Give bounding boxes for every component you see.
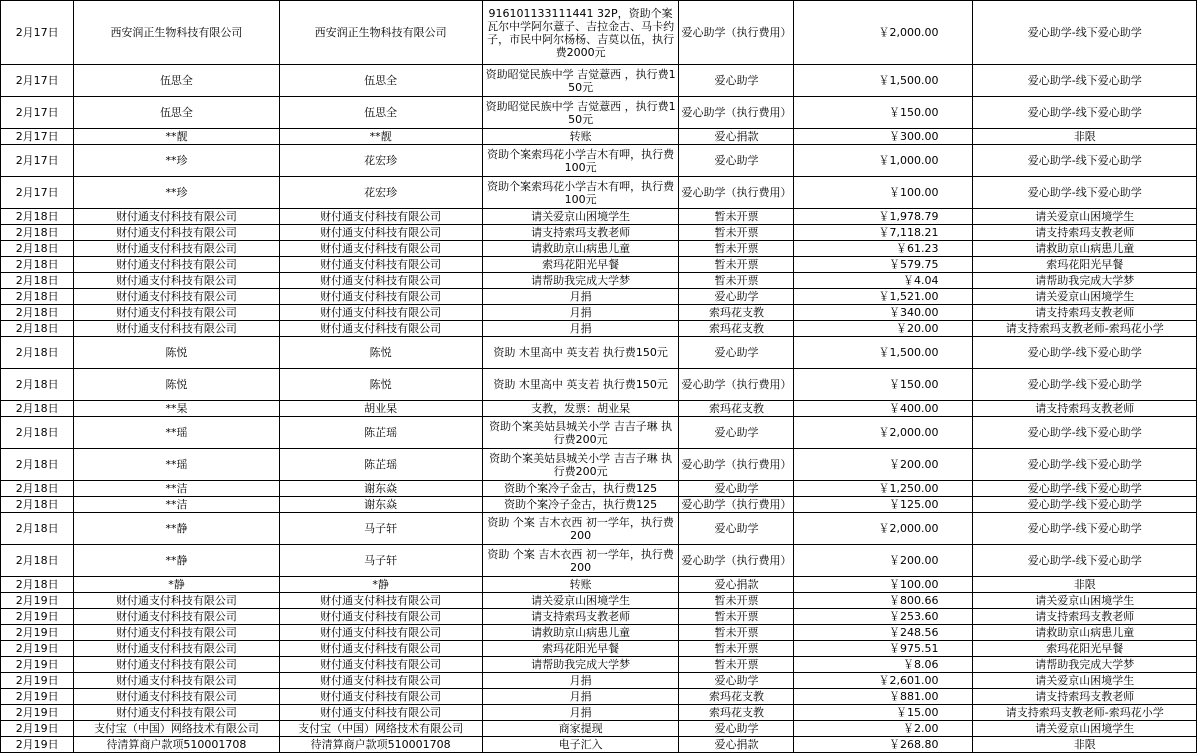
category-cell[interactable]: 爱心助学 xyxy=(679,417,794,449)
project-cell[interactable]: 爱心助学-线下爱心助学 xyxy=(973,449,1197,481)
amount-cell[interactable]: ￥2,601.00 xyxy=(794,673,973,689)
donor-cell[interactable]: 财付通支付科技有限公司 xyxy=(74,625,279,641)
table-row xyxy=(1,497,1197,513)
description-cell[interactable]: 资助 木里高中 英支若 执行费150元 xyxy=(482,337,679,369)
donor-cell[interactable]: **瑶 xyxy=(74,417,279,449)
payer-cell[interactable]: 财付通支付科技有限公司 xyxy=(279,657,482,673)
table-row xyxy=(1,657,1197,673)
donor-cell[interactable]: 财付通支付科技有限公司 xyxy=(74,689,279,705)
amount-cell[interactable]: ￥2,000.00 xyxy=(794,513,973,545)
payer-cell[interactable]: 财付通支付科技有限公司 xyxy=(279,209,482,225)
category-cell[interactable]: 爱心助学 xyxy=(679,337,794,369)
table-row xyxy=(1,225,1197,241)
description-cell[interactable]: 资助个案美姑县城关小学 吉吉子琳 执行费200元 xyxy=(482,417,679,449)
donor-cell[interactable]: 财付通支付科技有限公司 xyxy=(74,305,279,321)
category-cell[interactable]: 暂未开票 xyxy=(679,225,794,241)
description-cell[interactable]: 916101133111441 32P，资助个案瓦尔中学阿尔薏子、吉拉金古、马卡约子，市民中阿尔杨杨、吉莫以伍，执行费2000元 xyxy=(482,1,679,65)
amount-cell[interactable]: ￥1,000.00 xyxy=(794,145,973,177)
amount-cell[interactable]: ￥200.00 xyxy=(794,545,973,577)
description-cell[interactable]: 转账 xyxy=(482,129,679,145)
project-cell[interactable]: 爱心助学-线下爱心助学 xyxy=(973,65,1197,97)
category-cell[interactable]: 索玛花支教 xyxy=(679,705,794,721)
payer-cell[interactable]: 谢东焱 xyxy=(279,497,482,513)
category-cell[interactable]: 爱心捐款 xyxy=(679,577,794,593)
description-cell[interactable]: 商家提现 xyxy=(482,721,679,737)
project-cell[interactable]: 请支持索玛支教老师-索玛花小学 xyxy=(973,705,1197,721)
donor-cell[interactable]: 陈悦 xyxy=(74,369,279,401)
description-cell[interactable]: 请支持索玛支教老师 xyxy=(482,609,679,625)
payer-cell[interactable]: 陈悦 xyxy=(279,337,482,369)
date-cell[interactable]: 2月17日 xyxy=(1,145,74,177)
donor-cell[interactable]: 财付通支付科技有限公司 xyxy=(74,289,279,305)
project-cell[interactable]: 请救助京山病患儿童 xyxy=(973,625,1197,641)
table-row xyxy=(1,609,1197,625)
amount-cell[interactable]: ￥100.00 xyxy=(794,577,973,593)
table-row xyxy=(1,641,1197,657)
amount-cell[interactable]: ￥20.00 xyxy=(794,321,973,337)
category-cell[interactable]: 爱心助学（执行费用） xyxy=(679,369,794,401)
date-cell[interactable]: 2月18日 xyxy=(1,545,74,577)
date-cell[interactable]: 2月18日 xyxy=(1,241,74,257)
payer-cell[interactable]: 财付通支付科技有限公司 xyxy=(279,305,482,321)
project-cell[interactable]: 请关爱京山困境学生 xyxy=(973,721,1197,737)
amount-cell[interactable]: ￥268.80 xyxy=(794,737,973,753)
table-row xyxy=(1,369,1197,401)
category-cell[interactable]: 爱心助学（执行费用） xyxy=(679,545,794,577)
description-cell[interactable]: 请救助京山病患儿童 xyxy=(482,241,679,257)
description-cell[interactable]: 资助个案美姑县城关小学 吉吉子琳 执行费200元 xyxy=(482,449,679,481)
date-cell[interactable]: 2月17日 xyxy=(1,65,74,97)
donor-cell[interactable]: **杲 xyxy=(74,401,279,417)
category-cell[interactable]: 暂未开票 xyxy=(679,593,794,609)
project-cell[interactable]: 爱心助学-线下爱心助学 xyxy=(973,177,1197,209)
amount-cell[interactable]: ￥2,000.00 xyxy=(794,1,973,65)
table-row xyxy=(1,721,1197,737)
payer-cell[interactable]: 待清算商户款项510001708 xyxy=(279,737,482,753)
table-row xyxy=(1,257,1197,273)
donor-cell[interactable]: 财付通支付科技有限公司 xyxy=(74,321,279,337)
project-cell[interactable]: 请帮助我完成大学梦 xyxy=(973,273,1197,289)
amount-cell[interactable]: ￥248.56 xyxy=(794,625,973,641)
payer-cell[interactable]: 花宏珍 xyxy=(279,177,482,209)
donor-cell[interactable]: 财付通支付科技有限公司 xyxy=(74,257,279,273)
amount-cell[interactable]: ￥300.00 xyxy=(794,129,973,145)
table-row xyxy=(1,705,1197,721)
amount-cell[interactable]: ￥8.06 xyxy=(794,657,973,673)
date-cell[interactable]: 2月18日 xyxy=(1,209,74,225)
description-cell[interactable]: 请帮助我完成大学梦 xyxy=(482,657,679,673)
payer-cell[interactable]: 陈悦 xyxy=(279,369,482,401)
donor-cell[interactable]: **洁 xyxy=(74,481,279,497)
payer-cell[interactable]: 财付通支付科技有限公司 xyxy=(279,673,482,689)
donor-cell[interactable]: 待清算商户款项510001708 xyxy=(74,737,279,753)
project-cell[interactable]: 请支持索玛支教老师 xyxy=(973,225,1197,241)
description-cell[interactable]: 资助个案冷子金古，执行费125 xyxy=(482,497,679,513)
amount-cell[interactable]: ￥881.00 xyxy=(794,689,973,705)
table-row xyxy=(1,305,1197,321)
table-row xyxy=(1,481,1197,497)
category-cell[interactable]: 暂未开票 xyxy=(679,625,794,641)
category-cell[interactable]: 爱心助学 xyxy=(679,721,794,737)
date-cell[interactable]: 2月18日 xyxy=(1,321,74,337)
donor-cell[interactable]: 陈悦 xyxy=(74,337,279,369)
description-cell[interactable]: 月捐 xyxy=(482,689,679,705)
amount-cell[interactable]: ￥100.00 xyxy=(794,177,973,209)
table-row xyxy=(1,513,1197,545)
project-cell[interactable]: 爱心助学-线下爱心助学 xyxy=(973,145,1197,177)
amount-cell[interactable]: ￥1,250.00 xyxy=(794,481,973,497)
payer-cell[interactable]: **靓 xyxy=(279,129,482,145)
donor-cell[interactable]: **靓 xyxy=(74,129,279,145)
date-cell[interactable]: 2月18日 xyxy=(1,337,74,369)
table-row xyxy=(1,689,1197,705)
category-cell[interactable]: 爱心助学 xyxy=(679,145,794,177)
category-cell[interactable]: 爱心助学（执行费用） xyxy=(679,177,794,209)
description-cell[interactable]: 索玛花阳光早餐 xyxy=(482,641,679,657)
amount-cell[interactable]: ￥15.00 xyxy=(794,705,973,721)
donor-cell[interactable]: 财付通支付科技有限公司 xyxy=(74,673,279,689)
category-cell[interactable]: 爱心助学 xyxy=(679,513,794,545)
project-cell[interactable]: 请支持索玛支教老师 xyxy=(973,689,1197,705)
category-cell[interactable]: 索玛花支教 xyxy=(679,305,794,321)
table-row xyxy=(1,97,1197,129)
date-cell[interactable]: 2月19日 xyxy=(1,737,74,753)
date-cell[interactable]: 2月19日 xyxy=(1,689,74,705)
amount-cell[interactable]: ￥1,521.00 xyxy=(794,289,973,305)
date-cell[interactable]: 2月18日 xyxy=(1,449,74,481)
description-cell[interactable]: 月捐 xyxy=(482,705,679,721)
payer-cell[interactable]: 马子轩 xyxy=(279,545,482,577)
date-cell[interactable]: 2月18日 xyxy=(1,305,74,321)
project-cell[interactable]: 请支持索玛支教老师-索玛花小学 xyxy=(973,321,1197,337)
project-cell[interactable]: 请帮助我完成大学梦 xyxy=(973,657,1197,673)
payer-cell[interactable]: 陈芷瑶 xyxy=(279,417,482,449)
donor-cell[interactable]: 财付通支付科技有限公司 xyxy=(74,273,279,289)
description-cell[interactable]: 资助 个案 吉木衣西 初一学年，执行费200 xyxy=(482,513,679,545)
table-row xyxy=(1,273,1197,289)
project-cell[interactable]: 非限 xyxy=(973,737,1197,753)
project-cell[interactable]: 请关爱京山困境学生 xyxy=(973,209,1197,225)
description-cell[interactable]: 资助个案索玛花小学吉木有呷，执行费100元 xyxy=(482,177,679,209)
category-cell[interactable]: 爱心捐款 xyxy=(679,129,794,145)
amount-cell[interactable]: ￥4.04 xyxy=(794,273,973,289)
payer-cell[interactable]: 财付通支付科技有限公司 xyxy=(279,641,482,657)
payer-cell[interactable]: 财付通支付科技有限公司 xyxy=(279,625,482,641)
donor-cell[interactable]: 西安润正生物科技有限公司 xyxy=(74,1,279,65)
category-cell[interactable]: 爱心捐款 xyxy=(679,737,794,753)
date-cell[interactable]: 2月18日 xyxy=(1,417,74,449)
amount-cell[interactable]: ￥61.23 xyxy=(794,241,973,257)
date-cell[interactable]: 2月18日 xyxy=(1,369,74,401)
category-cell[interactable]: 暂未开票 xyxy=(679,641,794,657)
date-cell[interactable]: 2月18日 xyxy=(1,289,74,305)
donor-cell[interactable]: **珍 xyxy=(74,177,279,209)
amount-cell[interactable]: ￥579.75 xyxy=(794,257,973,273)
table-row xyxy=(1,289,1197,305)
category-cell[interactable]: 暂未开票 xyxy=(679,241,794,257)
payer-cell[interactable]: 谢东焱 xyxy=(279,481,482,497)
amount-cell[interactable]: ￥2.00 xyxy=(794,721,973,737)
project-cell[interactable]: 爱心助学-线下爱心助学 xyxy=(973,545,1197,577)
payer-cell[interactable]: 陈芷瑶 xyxy=(279,449,482,481)
amount-cell[interactable]: ￥975.51 xyxy=(794,641,973,657)
donor-cell[interactable]: 财付通支付科技有限公司 xyxy=(74,209,279,225)
category-cell[interactable]: 暂未开票 xyxy=(679,273,794,289)
project-cell[interactable]: 爱心助学-线下爱心助学 xyxy=(973,337,1197,369)
donor-cell[interactable]: 财付通支付科技有限公司 xyxy=(74,705,279,721)
payer-cell[interactable]: 财付通支付科技有限公司 xyxy=(279,225,482,241)
category-cell[interactable]: 爱心助学 xyxy=(679,673,794,689)
table-row xyxy=(1,417,1197,449)
date-cell[interactable]: 2月18日 xyxy=(1,273,74,289)
payer-cell[interactable]: 财付通支付科技有限公司 xyxy=(279,257,482,273)
date-cell[interactable]: 2月17日 xyxy=(1,129,74,145)
project-cell[interactable]: 索玛花阳光早餐 xyxy=(973,641,1197,657)
payer-cell[interactable]: 财付通支付科技有限公司 xyxy=(279,241,482,257)
category-cell[interactable]: 爱心助学（执行费用） xyxy=(679,97,794,129)
date-cell[interactable]: 2月19日 xyxy=(1,705,74,721)
category-cell[interactable]: 暂未开票 xyxy=(679,209,794,225)
date-cell[interactable]: 2月17日 xyxy=(1,177,74,209)
payer-cell[interactable]: 财付通支付科技有限公司 xyxy=(279,289,482,305)
category-cell[interactable]: 暂未开票 xyxy=(679,609,794,625)
amount-cell[interactable]: ￥2,000.00 xyxy=(794,417,973,449)
project-cell[interactable]: 爱心助学-线下爱心助学 xyxy=(973,97,1197,129)
payer-cell[interactable]: 财付通支付科技有限公司 xyxy=(279,689,482,705)
table-row xyxy=(1,241,1197,257)
project-cell[interactable]: 爱心助学-线下爱心助学 xyxy=(973,481,1197,497)
donor-cell[interactable]: 支付宝（中国）网络技术有限公司 xyxy=(74,721,279,737)
date-cell[interactable]: 2月18日 xyxy=(1,577,74,593)
date-cell[interactable]: 2月19日 xyxy=(1,609,74,625)
amount-cell[interactable]: ￥1,500.00 xyxy=(794,337,973,369)
project-cell[interactable]: 索玛花阳光早餐 xyxy=(973,257,1197,273)
project-cell[interactable]: 请关爱京山困境学生 xyxy=(973,673,1197,689)
donor-cell[interactable]: 财付通支付科技有限公司 xyxy=(74,225,279,241)
payer-cell[interactable]: 财付通支付科技有限公司 xyxy=(279,273,482,289)
project-cell[interactable]: 爱心助学-线下爱心助学 xyxy=(973,369,1197,401)
table-row xyxy=(1,145,1197,177)
payer-cell[interactable]: 马子轩 xyxy=(279,513,482,545)
date-cell[interactable]: 2月18日 xyxy=(1,481,74,497)
category-cell[interactable]: 爱心助学（执行费用） xyxy=(679,1,794,65)
description-cell[interactable]: 资助昭觉民族中学 吉觉薏西 ，执行费150元 xyxy=(482,65,679,97)
description-cell[interactable]: 资助个案冷子金古，执行费125 xyxy=(482,481,679,497)
project-cell[interactable]: 请救助京山病患儿童 xyxy=(973,241,1197,257)
date-cell[interactable]: 2月18日 xyxy=(1,513,74,545)
donor-cell[interactable]: 财付通支付科技有限公司 xyxy=(74,593,279,609)
payer-cell[interactable]: 财付通支付科技有限公司 xyxy=(279,593,482,609)
description-cell[interactable]: 请关爱京山困境学生 xyxy=(482,209,679,225)
donor-cell[interactable]: 财付通支付科技有限公司 xyxy=(74,657,279,673)
table-row xyxy=(1,337,1197,369)
date-cell[interactable]: 2月18日 xyxy=(1,401,74,417)
amount-cell[interactable]: ￥7,118.21 xyxy=(794,225,973,241)
date-cell[interactable]: 2月19日 xyxy=(1,721,74,737)
donor-cell[interactable]: 财付通支付科技有限公司 xyxy=(74,241,279,257)
payer-cell[interactable]: 伍思全 xyxy=(279,65,482,97)
date-cell[interactable]: 2月19日 xyxy=(1,593,74,609)
payer-cell[interactable]: 财付通支付科技有限公司 xyxy=(279,705,482,721)
donor-cell[interactable]: **珍 xyxy=(74,145,279,177)
project-cell[interactable]: 非限 xyxy=(973,129,1197,145)
category-cell[interactable]: 爱心助学 xyxy=(679,289,794,305)
payer-cell[interactable]: 财付通支付科技有限公司 xyxy=(279,609,482,625)
donor-cell[interactable]: **静 xyxy=(74,545,279,577)
amount-cell[interactable]: ￥400.00 xyxy=(794,401,973,417)
donor-cell[interactable]: 财付通支付科技有限公司 xyxy=(74,609,279,625)
project-cell[interactable]: 爱心助学-线下爱心助学 xyxy=(973,1,1197,65)
amount-cell[interactable]: ￥125.00 xyxy=(794,497,973,513)
description-cell[interactable]: 请帮助我完成大学梦 xyxy=(482,273,679,289)
description-cell[interactable]: 月捐 xyxy=(482,673,679,689)
date-cell[interactable]: 2月18日 xyxy=(1,225,74,241)
payer-cell[interactable]: 胡业杲 xyxy=(279,401,482,417)
table-body xyxy=(1,1,1197,753)
payer-cell[interactable]: 财付通支付科技有限公司 xyxy=(279,321,482,337)
category-cell[interactable]: 索玛花支教 xyxy=(679,689,794,705)
table-row xyxy=(1,209,1197,225)
project-cell[interactable]: 非限 xyxy=(973,577,1197,593)
category-cell[interactable]: 爱心助学 xyxy=(679,481,794,497)
project-cell[interactable]: 爱心助学-线下爱心助学 xyxy=(973,417,1197,449)
date-cell[interactable]: 2月19日 xyxy=(1,625,74,641)
donor-cell[interactable]: 伍思全 xyxy=(74,97,279,129)
donor-cell[interactable]: *静 xyxy=(74,577,279,593)
donor-cell[interactable]: 财付通支付科技有限公司 xyxy=(74,641,279,657)
payer-cell[interactable]: 西安润正生物科技有限公司 xyxy=(279,1,482,65)
date-cell[interactable]: 2月19日 xyxy=(1,673,74,689)
amount-cell[interactable]: ￥340.00 xyxy=(794,305,973,321)
payer-cell[interactable]: *静 xyxy=(279,577,482,593)
description-cell[interactable]: 资助昭觉民族中学 吉觉薏西 ，执行费150元 xyxy=(482,97,679,129)
category-cell[interactable]: 索玛花支教 xyxy=(679,321,794,337)
description-cell[interactable]: 资助个案索玛花小学吉木有呷，执行费100元 xyxy=(482,145,679,177)
table-row xyxy=(1,545,1197,577)
description-cell[interactable]: 请关爱京山困境学生 xyxy=(482,593,679,609)
date-cell[interactable]: 2月17日 xyxy=(1,1,74,65)
description-cell[interactable]: 请救助京山病患儿童 xyxy=(482,625,679,641)
description-cell[interactable]: 月捐 xyxy=(482,321,679,337)
project-cell[interactable]: 请关爱京山困境学生 xyxy=(973,593,1197,609)
table-row xyxy=(1,129,1197,145)
project-cell[interactable]: 爱心助学-线下爱心助学 xyxy=(973,513,1197,545)
category-cell[interactable]: 索玛花支教 xyxy=(679,401,794,417)
donor-cell[interactable]: **静 xyxy=(74,513,279,545)
amount-cell[interactable]: ￥150.00 xyxy=(794,97,973,129)
description-cell[interactable]: 资助 木里高中 英支若 执行费150元 xyxy=(482,369,679,401)
table-row xyxy=(1,177,1197,209)
table-row xyxy=(1,449,1197,481)
payer-cell[interactable]: 支付宝（中国）网络技术有限公司 xyxy=(279,721,482,737)
description-cell[interactable]: 月捐 xyxy=(482,289,679,305)
category-cell[interactable]: 爱心助学（执行费用） xyxy=(679,497,794,513)
project-cell[interactable]: 爱心助学-线下爱心助学 xyxy=(973,497,1197,513)
payer-cell[interactable]: 伍思全 xyxy=(279,97,482,129)
amount-cell[interactable]: ￥150.00 xyxy=(794,369,973,401)
project-cell[interactable]: 请支持索玛支教老师 xyxy=(973,609,1197,625)
category-cell[interactable]: 暂未开票 xyxy=(679,657,794,673)
project-cell[interactable]: 请支持索玛支教老师 xyxy=(973,305,1197,321)
donor-cell[interactable]: **瑶 xyxy=(74,449,279,481)
donor-cell[interactable]: 伍思全 xyxy=(74,65,279,97)
date-cell[interactable]: 2月17日 xyxy=(1,97,74,129)
table-row xyxy=(1,625,1197,641)
table-row xyxy=(1,65,1197,97)
table-row xyxy=(1,673,1197,689)
amount-cell[interactable]: ￥1,978.79 xyxy=(794,209,973,225)
amount-cell[interactable]: ￥1,500.00 xyxy=(794,65,973,97)
description-cell[interactable]: 资助 个案 吉木衣西 初一学年，执行费200 xyxy=(482,545,679,577)
amount-cell[interactable]: ￥200.00 xyxy=(794,449,973,481)
table-row xyxy=(1,321,1197,337)
description-cell[interactable]: 月捐 xyxy=(482,305,679,321)
date-cell[interactable]: 2月19日 xyxy=(1,657,74,673)
category-cell[interactable]: 爱心助学（执行费用） xyxy=(679,449,794,481)
date-cell[interactable]: 2月19日 xyxy=(1,641,74,657)
description-cell[interactable]: 转账 xyxy=(482,577,679,593)
description-cell[interactable]: 索玛花阳光早餐 xyxy=(482,257,679,273)
project-cell[interactable]: 请关爱京山困境学生 xyxy=(973,289,1197,305)
table-row xyxy=(1,737,1197,753)
table-row xyxy=(1,1,1197,65)
table-row xyxy=(1,401,1197,417)
description-cell[interactable]: 电子汇入 xyxy=(482,737,679,753)
project-cell[interactable]: 请支持索玛支教老师 xyxy=(973,401,1197,417)
category-cell[interactable]: 暂未开票 xyxy=(679,257,794,273)
date-cell[interactable]: 2月18日 xyxy=(1,497,74,513)
payer-cell[interactable]: 花宏珍 xyxy=(279,145,482,177)
table-row xyxy=(1,577,1197,593)
date-cell[interactable]: 2月18日 xyxy=(1,257,74,273)
category-cell[interactable]: 爱心助学 xyxy=(679,65,794,97)
amount-cell[interactable]: ￥800.66 xyxy=(794,593,973,609)
table-row xyxy=(1,593,1197,609)
amount-cell[interactable]: ￥253.60 xyxy=(794,609,973,625)
description-cell[interactable]: 请支持索玛支教老师 xyxy=(482,225,679,241)
donor-cell[interactable]: **洁 xyxy=(74,497,279,513)
description-cell[interactable]: 支教，发票：胡业杲 xyxy=(482,401,679,417)
